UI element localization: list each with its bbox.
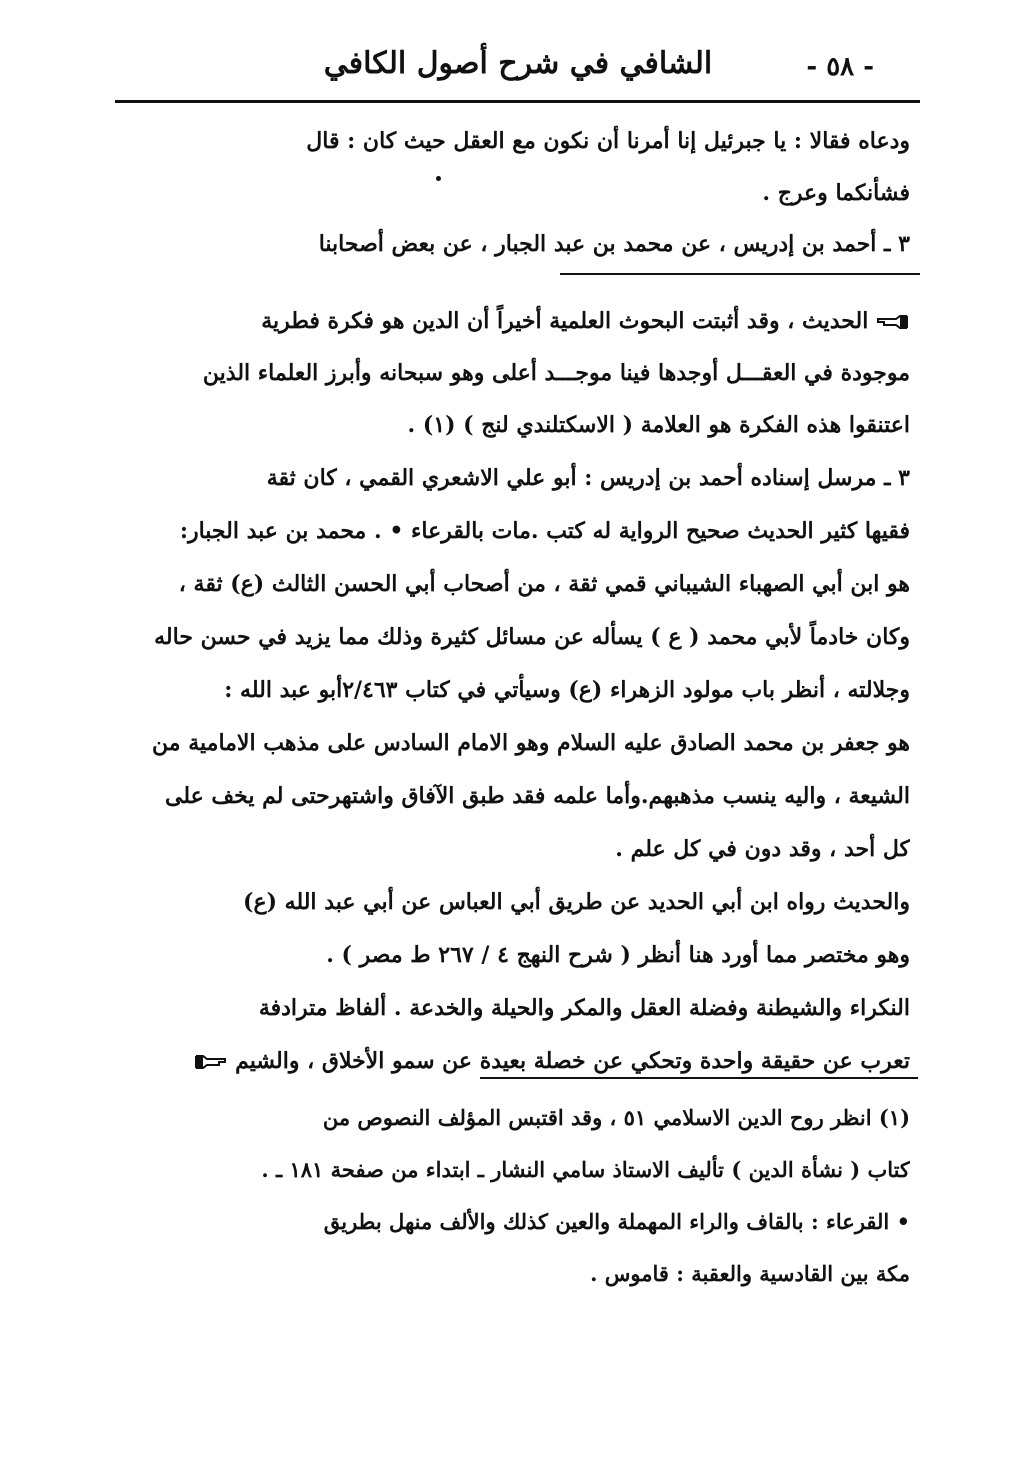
- page-number: - ٥٨ -: [806, 52, 874, 82]
- text-line: اعتنقوا هذه الفكرة هو العلامة ( الاسكتلندي لنج ) (١) .: [407, 412, 910, 438]
- text-line: النكراء والشيطنة وفضلة العقل والمكر والحيلة والخدعة . ألفاظ مترادفة: [258, 995, 910, 1021]
- commentary-continuation: [132, 295, 910, 451]
- text-line: وهو مختصر مما أورد هنا أنظر ( شرح النهج ٤ / ٢٦٧ ط مصر ) .: [326, 942, 910, 968]
- hadith-text-continuation: [132, 115, 910, 219]
- footnotes: [132, 1092, 910, 1300]
- text-line: ٣ ـ أحمد بن إدريس ، عن محمد بن عبد الجبار ، عن بعض أصحابنا: [318, 231, 910, 257]
- text-line: والحديث رواه ابن أبي الحديد عن طريق أبي العباس عن أبي عبد الله (ع): [243, 889, 910, 915]
- text-line: فشأنكما وعرج .: [762, 180, 910, 206]
- commentary-hadith-3: [132, 452, 910, 1088]
- text-line: الشيعة ، واليه ينسب مذهبهم.وأما علمه فقد طبق الآفاق واشتهرحتى لم يخف على: [164, 783, 910, 809]
- text-line: هو جعفر بن محمد الصادق عليه السلام وهو الامام السادس على مذهب الامامية من: [152, 730, 910, 756]
- pointing-hand-icon: [876, 313, 910, 331]
- text-line: وكان خادماً لأبي محمد ( ع ) يسأله عن مسائل كثيرة وذلك مما يزيد في حسن حاله: [154, 624, 910, 650]
- text-line: [132, 1035, 910, 1088]
- text-line: ودعاه فقالا : يا جبرئيل إنا أمرنا أن نكون مع العقل حيث كان : قال: [306, 128, 910, 154]
- text-line: موجودة في العقـــل أوجدها فينا موجـــد أعلى وهو سبحانه وأبرز العلماء الذين: [202, 360, 910, 386]
- text-line: كل أحد ، وقد دون في كل علم .: [615, 836, 910, 862]
- footnote-line: (١) انظر روح الدين الاسلامي ٥١ ، وقد اقتبس المؤلف النصوص من: [322, 1105, 910, 1130]
- text-line: [132, 295, 910, 347]
- page-header: [118, 46, 918, 96]
- pointing-hand-icon: [193, 1053, 227, 1071]
- footnote-line: • القرعاء : بالقاف والراء المهملة والعين كذلك والألف منهل بطريق: [323, 1209, 910, 1234]
- print-speck: [436, 176, 441, 181]
- text-line: هو ابن أبي الصهباء الشيباني قمي ثقة ، من أصحاب أبي الحسن الثالث (ع) ثقة ،: [178, 571, 910, 597]
- section-rule: [560, 273, 920, 275]
- footnote-line: مكة بين القادسية والعقبة : قاموس .: [590, 1261, 910, 1286]
- commentary-line-text: تعرب عن حقيقة واحدة وتحكي عن خصلة بعيدة عن سمو الأخلاق ، والشيم: [235, 1048, 910, 1074]
- commentary-line-text: الحديث ، وقد أثبتت البحوث العلمية أخيراً أن الدين هو فكرة فطرية: [261, 308, 869, 334]
- footnote-line: كتاب ( نشأة الدين ) تأليف الاستاذ سامي النشار ـ ابتداء من صفحة ١٨١ ـ .: [261, 1157, 910, 1182]
- text-line: فقيها كثير الحديث صحيح الرواية له كتب .مات بالقرعاء • . محمد بن عبد الجبار:: [179, 518, 910, 544]
- header-rule: [115, 100, 920, 103]
- text-line: ٣ ـ مرسل إسناده أحمد بن إدريس : أبو علي الاشعري القمي ، كان ثقة: [266, 465, 910, 491]
- text-line: وجلالته ، أنظر باب مولود الزهراء (ع) وسيأتي في كتاب ٢/٤٦٣أبو عبد الله :: [224, 677, 910, 703]
- running-title: الشافي في شرح أصول الكافي: [323, 46, 713, 81]
- footnote-rule: [480, 1077, 918, 1079]
- hadith-3-heading: [132, 218, 910, 270]
